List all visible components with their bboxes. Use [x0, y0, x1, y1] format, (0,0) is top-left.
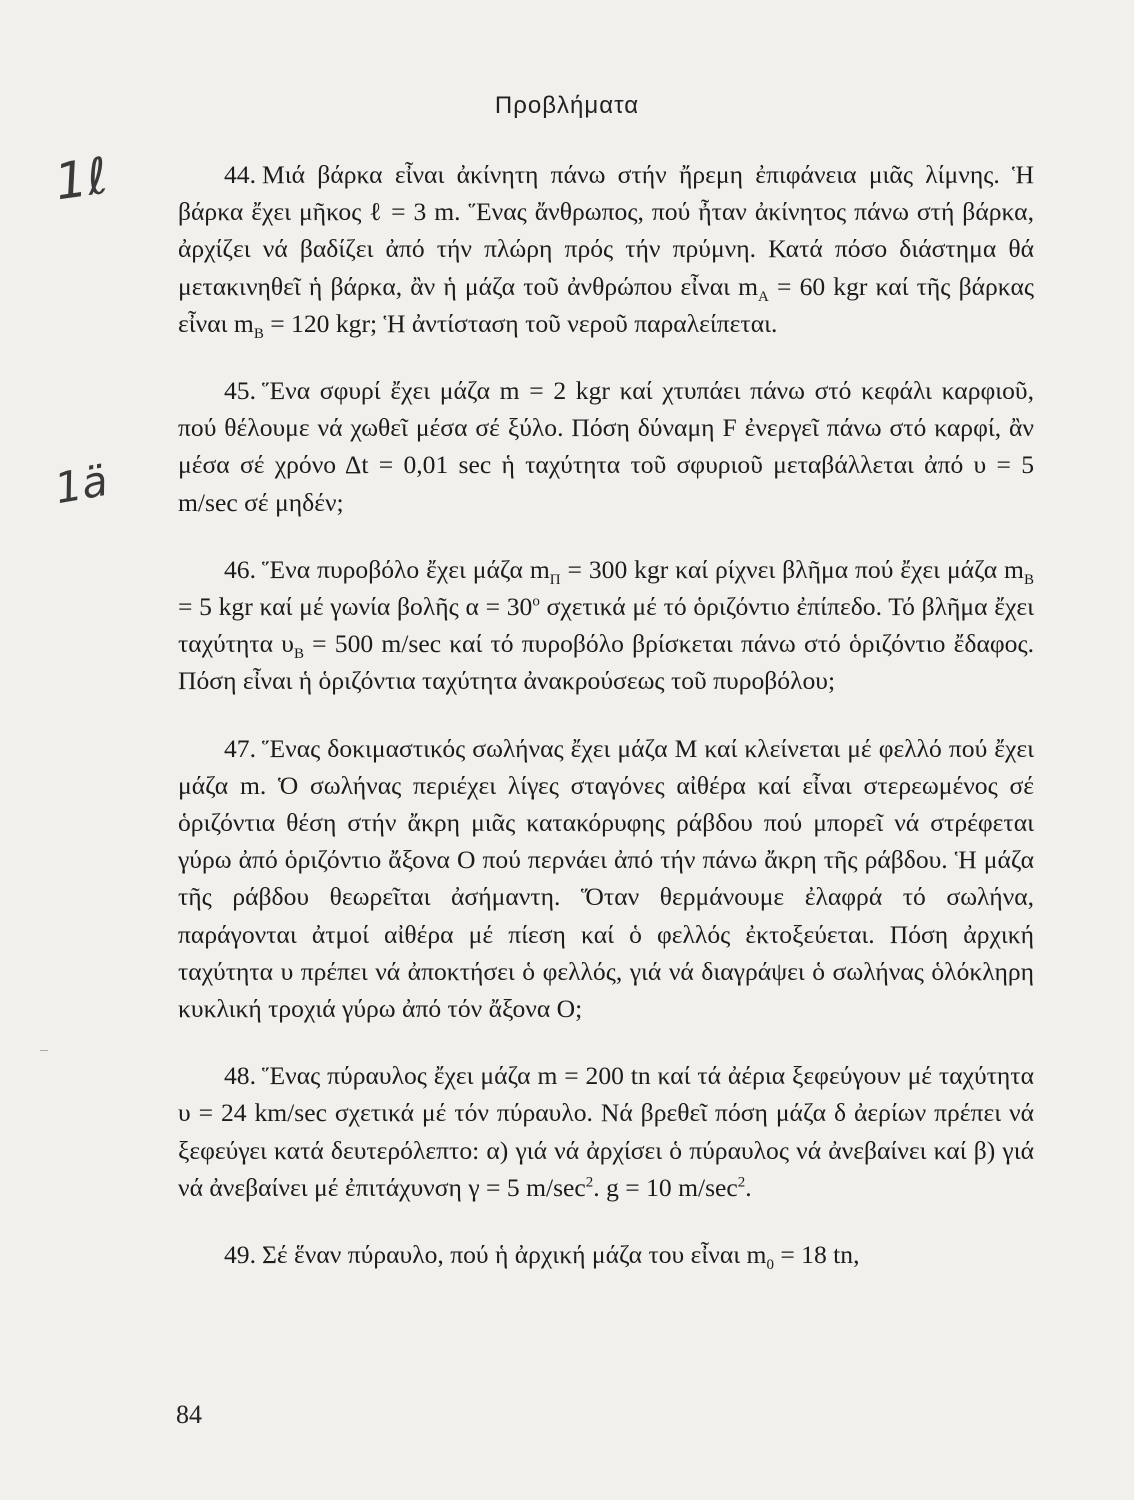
problem-text: Μιά βάρκα εἶναι ἀκίνητη πάνω στήν ἤρεμη ἐπιφάνεια μιᾶς λίμνης. Ἡ βάρκα ἔχει μῆκος ℓ = 3 m. Ἕνας ἄνθρωπος, πού ἦταν ἀκίνητος πάνω στή βάρκα, ἀρχίζει νά βαδίζει ἀπό τήν πλώρη πρός τήν πρύμνη. Κατά πόσο διάστημα θά μετακινηθεῖ ἡ βάρκα, ἂν ἡ μάζα τοῦ ἀνθρώπου εἶναι m [178, 160, 1034, 301]
margin-note-1: 1ℓ [51, 146, 112, 212]
margin-note-2: 1ä [51, 455, 112, 514]
problem-44 [178, 156, 1034, 342]
problem-text: = 120 kgr; Ἡ ἀντίσταση τοῦ νεροῦ παραλείπεται. [263, 308, 778, 338]
superscript: ο [532, 593, 540, 610]
subscript: A [758, 288, 769, 305]
problem-number: 44. [224, 160, 256, 189]
problem-text: Σέ ἕναν πύραυλο, πού ἡ ἀρχική μάζα του εἶναι m [262, 1240, 767, 1270]
problem-text: = 500 m/sec καί τό πυροβόλο βρίσκεται πάνω στό ὁριζόντιο ἔδαφος. Πόση εἶναι ἡ ὁριζόντια ταχύτητα ἀνακρούσεως τοῦ πυροβόλου; [178, 629, 1034, 696]
problem-text: Ἕνας δοκιμαστικός σωλήνας ἔχει μάζα M καί κλείνεται μέ φελλό πού ἔχει μάζα m. Ὁ σωλήνας περιέχει λίγες σταγόνες αἰθέρα καί εἶναι στερεωμένος σέ ὁριζόντια θέση στήν ἄκρη μιᾶς κατακόρυφης ράβδου πού μπορεῖ νά στρέφεται γύρω ἀπό ὁριζόντιο ἄξονα O πού περνάει ἀπό τήν πάνω ἄκρη τῆς ράβδου. Ἡ μάζα τῆς ράβδου θεωρεῖται ἀσήμαντη. Ὅταν θερμάνουμε ἐλαφρά τό σωλήνα, παράγονται ἀτμοί αἰθέρα μέ πίεση καί ὁ φελλός ἐκτοξεύεται. Πόση ἀρχική ταχύτητα υ πρέπει νά ἀποκτήσει ὁ φελλός, γιά νά διαγράψει ὁ σωλήνας ὁλόκληρη κυκλική τροχιά γύρω ἀπό τόν ἄξονα O; [178, 733, 1034, 1024]
problem-46 [178, 551, 1034, 700]
subscript: 0 [766, 1257, 774, 1274]
problem-number: 48. [224, 1061, 256, 1091]
subscript: B [253, 325, 264, 342]
edge-mark [40, 1050, 48, 1051]
superscript: 2 [737, 1174, 746, 1191]
problem-text: . [745, 1172, 752, 1202]
problem-text: = 5 kgr καί μέ γωνία βολῆς α = 30 [178, 592, 533, 622]
problem-number: 49. [224, 1240, 256, 1270]
problem-text: Ἕνα σφυρί ἔχει μάζα m = 2 kgr καί χτυπάει πάνω στό κεφάλι καρφιοῦ, πού θέλουμε νά χωθεῖ μέσα σέ ξύλο. Πόση δύναμη F ἐνεργεῖ πάνω στό καρφί, ἂν μέσα σέ χρόνο Δt = 0,01 sec ἡ ταχύτητα τοῦ σφυριοῦ μεταβάλλεται ἀπό υ = 5 m/sec σέ μηδέν; [178, 376, 1034, 517]
problem-text: σχετικά μέ τό ὁριζόντιο ἐπίπεδο. Τό βλῆμα ἔχει ταχύτητα υ [178, 592, 1034, 659]
problem-number: 46. [224, 554, 256, 584]
problem-47 [178, 730, 1034, 1028]
problem-number: 47. [224, 733, 256, 763]
problem-text: = 18 tn, [773, 1240, 860, 1270]
section-title: Προβλήματα [494, 92, 640, 119]
problem-48 [178, 1057, 1034, 1206]
problem-text: = 60 kgr καί τῆς βάρκας εἶναι m [178, 271, 1034, 338]
problem-45 [178, 372, 1034, 521]
problem-text: . g = 10 m/sec [593, 1172, 738, 1202]
problems-list [178, 156, 1034, 1303]
problem-text: Ἕνα πυροβόλο ἔχει μάζα m [262, 554, 550, 584]
superscript: 2 [585, 1174, 594, 1191]
problem-text: Ἕνας πύραυλος ἔχει μάζα m = 200 tn καί τά ἀέρια ξεφεύγουν μέ ταχύτητα υ = 24 km/sec σχετικά μέ τόν πύραυλο. Νά βρεθεῖ πόση μάζα δ ἀερίων πρέπει νά ξεφεύγει κατά δευτερόλεπτο: α) γιά νά ἀρχίσει ὁ πύραυλος νά ἀνεβαίνει καί β) γιά νά ἀνεβαίνει μέ ἐπιτάχυνση γ = 5 m/sec [178, 1061, 1034, 1202]
page-number: 84 [176, 1400, 202, 1429]
subscript: Π [549, 571, 561, 588]
problem-49 [178, 1236, 1034, 1273]
subscript: B [293, 646, 304, 663]
problem-text: = 300 kgr καί ρίχνει βλῆμα πού ἔχει μάζα m [560, 554, 1024, 584]
subscript: B [1023, 571, 1034, 588]
problem-number: 45. [224, 376, 256, 406]
